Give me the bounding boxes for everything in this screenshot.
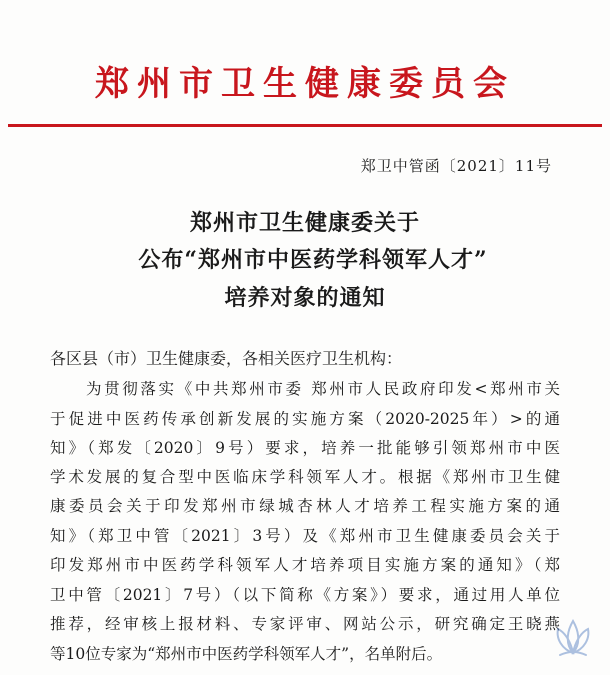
body-line: 等10位专家为“郑州市中医药学科领军人才”，名单附后。 [50, 645, 443, 663]
body-line: 知》（郑发〔2020〕9号）要求，培养一批能够引领郑州市中医 [50, 439, 560, 457]
body-line: 为贯彻落实《中共郑州市委 郑州市人民政府印发<郑州市关 [86, 380, 560, 398]
body-line: 推荐，经审核上报材料、专家评审、网站公示，研究确定王晓燕 [50, 615, 560, 633]
body-line: 学术发展的复合型中医临床学科领军人才。根据《郑州市卫生健 [50, 468, 560, 486]
salutation: 各区县（市）卫生健康委，各相关医疗卫生机构： [50, 349, 403, 368]
document-number: 郑卫中管函〔2021〕11号 [360, 157, 552, 175]
organization-header: 郑州市卫生健康委员会 [95, 64, 515, 104]
lotus-logo-icon [550, 613, 596, 659]
body-line: 于促进中医药传承创新发展的实施方案（2020-2025年）>的通 [50, 410, 560, 428]
body-line: 康委员会关于印发郑州市绿城杏林人才培养工程实施方案的通 [50, 497, 560, 515]
body-line: 印发郑州市中医药学科领军人才培养项目实施方案的通知》（郑 [50, 556, 560, 574]
header-divider [8, 124, 602, 127]
title-line-2: 公布“郑州市中医药学科领军人才” [138, 247, 488, 273]
body-line: 知》（郑卫中管〔2021〕3号）及《郑州市卫生健康委员会关于 [50, 527, 560, 545]
title-line-1: 郑州市卫生健康委关于 [189, 210, 420, 236]
title-line-3: 培养对象的通知 [224, 285, 386, 311]
body-line: 卫中管〔2021〕7号）（以下简称《方案》）要求，通过用人单位 [50, 586, 560, 604]
